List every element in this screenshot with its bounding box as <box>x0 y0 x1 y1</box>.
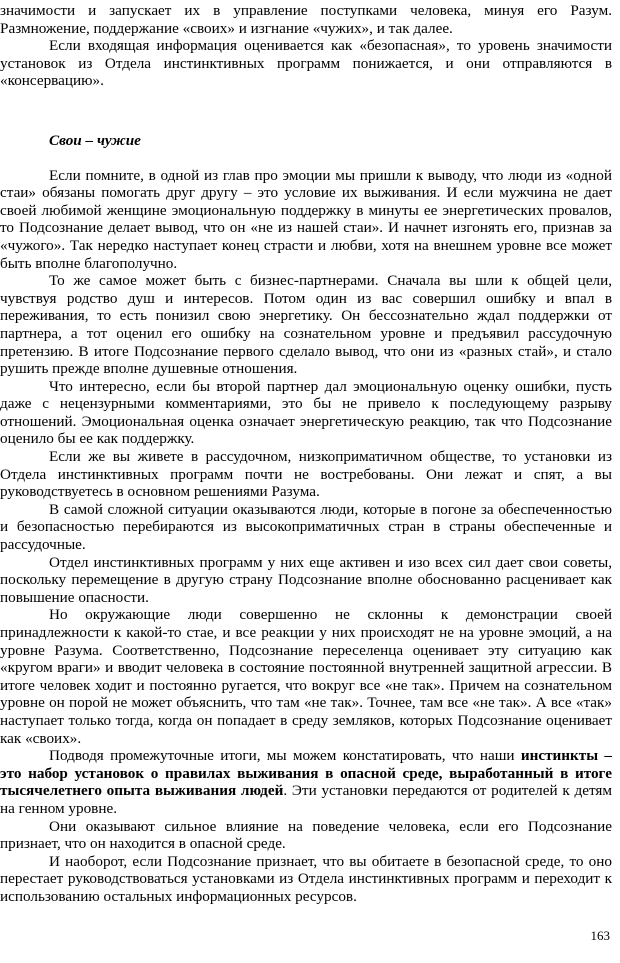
paragraph-instinct-department: Отдел инстинктивных программ у них еще активен и изо всех сил дает свои советы, поскольку перемещение в другую страну Подсознание вполне обоснованно расценивает как повышение опасности. <box>0 553 612 606</box>
paragraph-one-flock: Если помните, в одной из глав про эмоции мы пришли к выводу, что люди из «одной стаи» обязаны помогать друг другу – это условие их выживания. И если мужчина не дает своей любимой женщине эмоциональную поддержку в минуты ее энергетических провалов, то Подсознание делает вывод, что он «не из нашей стаи». И начнет изгонять его, признав за «чужого». Так нередко наступает конец страсти и любви, хотя на внешнем уровне все может быть вполне благополучно. <box>0 166 612 272</box>
page-number: 163 <box>590 928 610 943</box>
document-page <box>0 2 612 906</box>
section-spacer <box>0 90 612 132</box>
section-heading: Свои – чужие <box>49 131 141 149</box>
paragraph-conversely: И наоборот, если Подсознание признает, что вы обитаете в безопасной среде, то оно перестает руководствоваться установками из Отдела инстинктивных программ и переходит к использованию остальных информационных ресурсов. <box>0 852 612 905</box>
heading-spacer <box>0 150 612 167</box>
paragraph-difficult-situation: В самой сложной ситуации оказываются люди, которые в погоне за обеспеченностью и безопасностью перебираются из высокоприматичных стран в страны обеспеченные и рассудочные. <box>0 500 612 554</box>
paragraph-continuation: значимости и запускает их в управление поступками человека, минуя его Разум. Размножение, поддержание «своих» и изгнание «чужих», и так далее. <box>0 2 612 37</box>
paragraph-business-partners: То же самое может быть с бизнес-партнерами. Сначала вы шли к общей цели, чувствуя родство душ и интересов. Потом один из вас совершил ошибку и впал в переживания, то есть понизил свою энергетику. Он бессознательно ждал поддержки от партнера, а тот оценил его ошибку на сознательном уровне и предъявил рассудочную претензию. В итоге Подсознание первого сделало вывод, что они из «разных стай», и стало рушить прежде вполне душевные отношения. <box>0 272 612 378</box>
paragraph-rational-society: Если же вы живете в рассудочном, низкоприматичном обществе, то установки из Отдела инстинктивных программ почти не востребованы. Они лежат и спят, а вы руководствуетесь в основном решениями Разума. <box>0 448 612 501</box>
paragraph-surrounding-people: Но окружающие люди совершенно не склонны к демонстрации своей принадлежности к какой-то стае, и все реакции у них происходят не на уровне эмоций, а на уровне Разума. Соответственно, Подсознание переселенца оценивает эту ситуацию как «кругом враги» и вводит человека в состояние постоянной внутренней защитной агрессии. В итоге человек ходит и постоянно ругается, что вокруг все «не так». Причем на сознательном уровне он порой не может объяснить, что там «не так». Точнее, там все «не так». А все «так» наступает только тогда, когда он попадает в среду земляков, которых Подсознание оценивает как «своих». <box>0 606 612 747</box>
paragraph-safe-information: Если входящая информация оценивается как «безопасная», то уровень значимости установок из Отдела инстинктивных программ понижается, и они отправляются в «консервацию». <box>0 37 612 90</box>
summary-bold-definition: инстинкты – это набор установок о правилах выживания в опасной среде, выработанный в итоге тысячелетнего опыта выживания людей <box>0 747 612 800</box>
paragraph-summary <box>0 747 612 817</box>
paragraph-strong-influence: Они оказывают сильное влияние на поведение человека, если его Подсознание признает, что он находится в опасной среде. <box>0 817 612 853</box>
paragraph-emotional-assessment: Что интересно, если бы второй партнер дал эмоциональную оценку ошибки, пусть даже с нецензурными комментариями, это бы не привело к последующему разрыву отношений. Эмоциональная оценка означает энергетическую реакцию, так что Подсознание оценило бы ее как поддержку. <box>0 377 612 448</box>
summary-lead: Подводя промежуточные итоги, мы можем констатировать, что наши <box>49 747 521 765</box>
summary-tail: . Эти установки передаются от родителей к детям на генном уровне. <box>0 782 612 817</box>
